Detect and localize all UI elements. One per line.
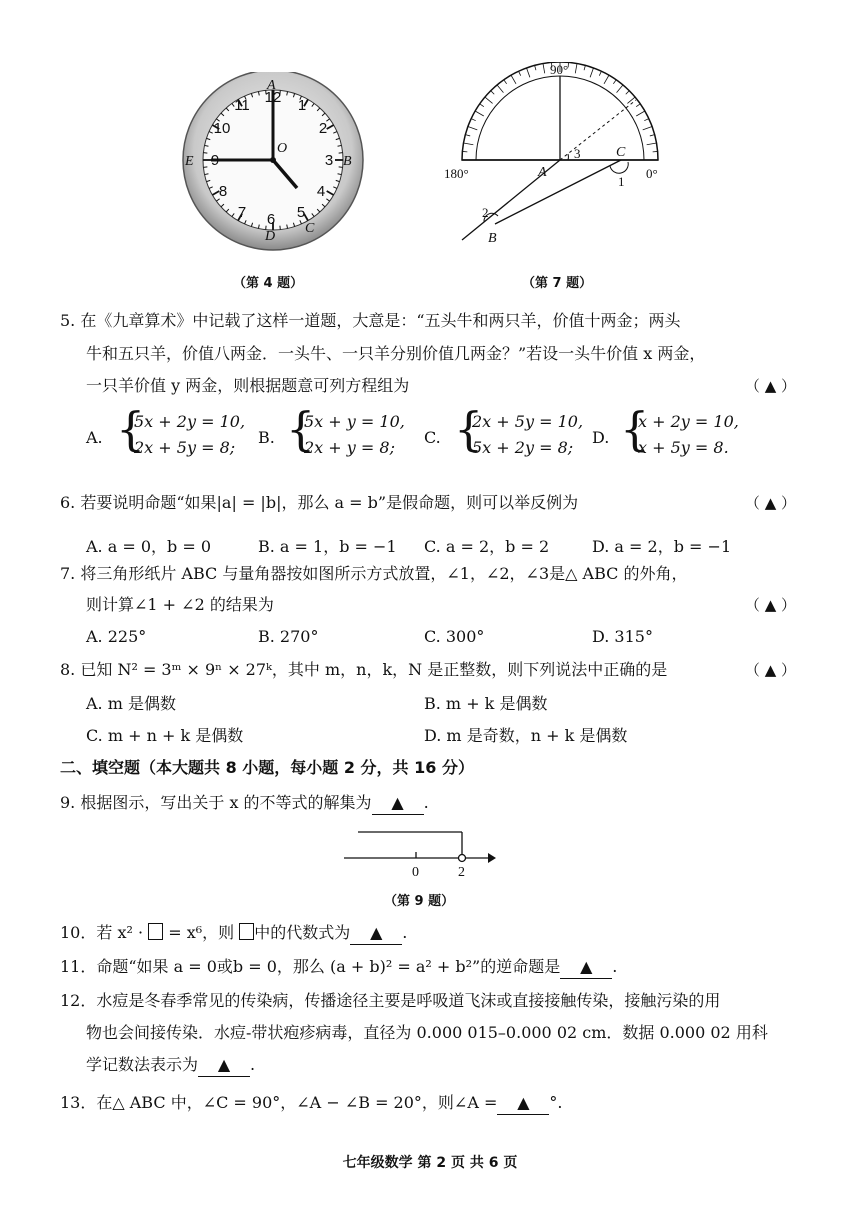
protractor-tick [475,111,484,116]
protractor-tick [627,97,635,103]
point-o-label: O [277,141,288,156]
clock-number-11: 11 [234,97,250,114]
q11-blank: ▲ [560,956,612,979]
number-line-figure [340,822,500,882]
q5-option-a-letter: A. [86,428,103,447]
q13-blank: ▲ [497,1092,549,1115]
point-d-label: D [265,229,276,244]
clock-number-10: 10 [213,120,231,137]
protractor-tick [643,126,652,129]
q6-option-c: C. a = 2，b = 2 [424,537,550,556]
page-footer: 七年级数学 第 2 页 共 6 页 [342,1155,518,1171]
q9-blank: ▲ [372,792,424,815]
protractor-tick [463,143,473,145]
angle-3-label: 3 [574,146,581,161]
protractor-tick [504,80,507,84]
q7-option-d: D. 315° [592,627,653,646]
protractor-tick [613,80,616,84]
q12-blank: ▲ [198,1054,250,1077]
q11-line [60,956,800,979]
q10-line [60,922,800,945]
q6-line1: 6. 若要说明命题“如果|a| = |b|，那么 a = b”是假命题，则可以举反例为 [60,493,579,512]
point-a-label: A [267,78,276,93]
q8-line1: 8. 已知 N² = 3ᵐ × 9ⁿ × 27ᵏ，其中 m，n，k，N 是正整数，则下列说法中正确的是 [60,660,668,679]
q5-line1: 5. 在《九章算术》中记载了这样一道题，大意是：“五头牛和两只羊，价值十两金；两头 [60,311,681,330]
q8-option-b: B. m + k 是偶数 [424,694,548,713]
clock-number-6: 6 [266,211,276,228]
q12-line1: 12．水痘是冬春季常见的传染病，传播途径主要是呼吸道飞沫或直接接触传染，接触污染的用 [60,991,721,1010]
protractor-tick [535,65,536,70]
q7-option-a: A. 225° [86,627,147,646]
q7-option-c: C. 300° [424,627,485,646]
q5-line3: 一只羊价值 y 两金，则根据题意可列方程组为 [86,376,410,395]
protractor-figure [440,62,680,252]
q5-a-eq1: 5x + 2y = 10, [134,412,246,431]
protractor-tick [543,63,545,73]
protractor-tick [491,91,495,95]
protractor-tick [526,68,529,77]
clock-number-1: 1 [297,97,307,114]
q9-line [60,792,800,815]
q12-line3-text: 学记数法表示为 [86,1055,199,1074]
q5-b-eq1: 5x + y = 10, [304,412,405,431]
clock-figure [175,72,375,252]
q6-option-b: B. a = 1，b = −1 [258,537,397,556]
q8-option-c: C. m + n + k 是偶数 [86,726,244,745]
q6-option-a: A. a = 0，b = 0 [86,537,212,556]
q6-answer-mark: （ ▲ ） [744,494,796,512]
q8-option-a: A. m 是偶数 [86,694,176,713]
q12-end: . [250,1055,256,1074]
angle-2-label: 2 [482,205,489,220]
protractor-tick [575,63,577,73]
point-c-label: C [305,221,315,236]
protractor-tick [511,75,516,84]
q12-line3 [86,1054,800,1077]
q13-end: °. [549,1093,563,1112]
protractor-90-label: 90° [550,62,569,77]
q5-option-c-letter: C. [424,428,441,447]
q9-end: . [423,793,429,812]
point-b-label: B [343,154,352,169]
q10-end: . [402,923,408,942]
protractor-tick [626,91,630,95]
q7-line2: 则计算∠1 + ∠2 的结果为 [86,595,274,614]
protractor-tick [519,71,521,76]
protractor-tick [480,104,484,107]
q9-text: 9. 根据图示，写出关于 x 的不等式的解集为 [60,793,372,812]
q5-answer-mark: （ ▲ ） [744,377,796,395]
protractor-180-label: 180° [444,166,469,181]
protractor-tick [497,85,503,93]
clock-number-4: 4 [316,183,326,200]
protractor-tick [650,135,655,136]
protractor-tick [468,126,477,129]
q10-post: 中的代数式为 [254,923,351,942]
q8-option-d: D. m 是奇数，n + k 是偶数 [424,726,628,745]
number-line-tick-2: 2 [458,865,465,880]
clock-number-8: 8 [218,183,228,200]
q11-text: 11．命题“如果 a = 0或b = 0，那么 (a + b)² = a² + b²”的逆命题是 [60,957,561,976]
q11-end: . [612,957,618,976]
q13-line [60,1092,800,1115]
clock-number-5: 5 [296,204,306,221]
protractor-tick [599,71,601,76]
q8-answer-mark: （ ▲ ） [744,661,796,679]
protractor-tick [636,111,645,116]
clock-number-7: 7 [237,204,247,221]
point-e-label: E [185,154,194,169]
q5-c-eq1: 2x + 5y = 10, [472,412,584,431]
q6-option-d: D. a = 2，b = −1 [592,537,732,556]
q5-option-d-letter: D. [592,428,610,447]
protractor-tick [604,75,609,84]
fig9-caption: （第 9 题） [384,894,455,909]
q10-pre: 10．若 x² · [60,923,144,942]
section2-heading: 二、填空题（本大题共 8 小题，每小题 2 分，共 16 分） [60,758,474,777]
q7-answer-mark: （ ▲ ） [744,596,796,614]
vertex-a-label: A [538,165,547,180]
q5-line2: 牛和五只羊，价值八两金．一头牛、一只羊分别价值几两金？”若设一头牛价值 x 两金， [86,344,706,363]
clock-number-2: 2 [318,120,328,137]
protractor-tick [647,143,657,145]
q10-box-icon [148,923,163,940]
q10-blank: ▲ [350,922,402,945]
vertex-c-label: C [616,145,626,160]
q5-d-eq1: x + 2y = 10, [638,412,739,431]
fig7-caption: （第 7 题） [522,276,593,291]
q5-option-b-letter: B. [258,428,275,447]
q5-c-eq2: 5x + 2y = 8; [472,438,574,457]
clock-number-3: 3 [324,152,334,169]
q10-box-icon-2 [239,923,254,940]
q7-option-b: B. 270° [258,627,319,646]
number-line-tick-0: 0 [412,865,419,880]
protractor-tick [485,97,493,103]
vertex-b-label: B [488,231,497,246]
protractor-tick [617,85,623,93]
q12-line2: 物也会间接传染．水痘-带状疱疹病毒，直径为 0.000 015–0.000 02 cm．数据 0.000 02 用科 [86,1023,768,1042]
angle-1-label: 1 [618,174,625,189]
q13-text: 13．在△ ABC 中，∠C = 90°，∠A − ∠B = 20°，则∠A = [60,1093,498,1112]
clock-number-9: 9 [210,152,220,169]
protractor-tick [465,135,470,136]
protractor-0-label: 0° [646,166,658,181]
q10-mid: = x⁶，则 [168,923,235,942]
protractor-tick [644,119,649,121]
q5-b-eq2: 2x + y = 8; [304,438,395,457]
q7-line1: 7. 将三角形纸片 ABC 与量角器按如图所示方式放置，∠1，∠2，∠3是△ ABC 的外角， [60,564,688,583]
protractor-tick [471,119,476,121]
fig4-caption: （第 4 题） [233,276,304,291]
protractor-tick [590,68,593,77]
clock-number-12: 12 [264,89,282,106]
protractor-tick [584,65,585,70]
protractor-tick [636,104,640,107]
q5-d-eq2: x + 5y = 8. [638,438,729,457]
q5-a-eq2: 2x + 5y = 8; [134,438,236,457]
